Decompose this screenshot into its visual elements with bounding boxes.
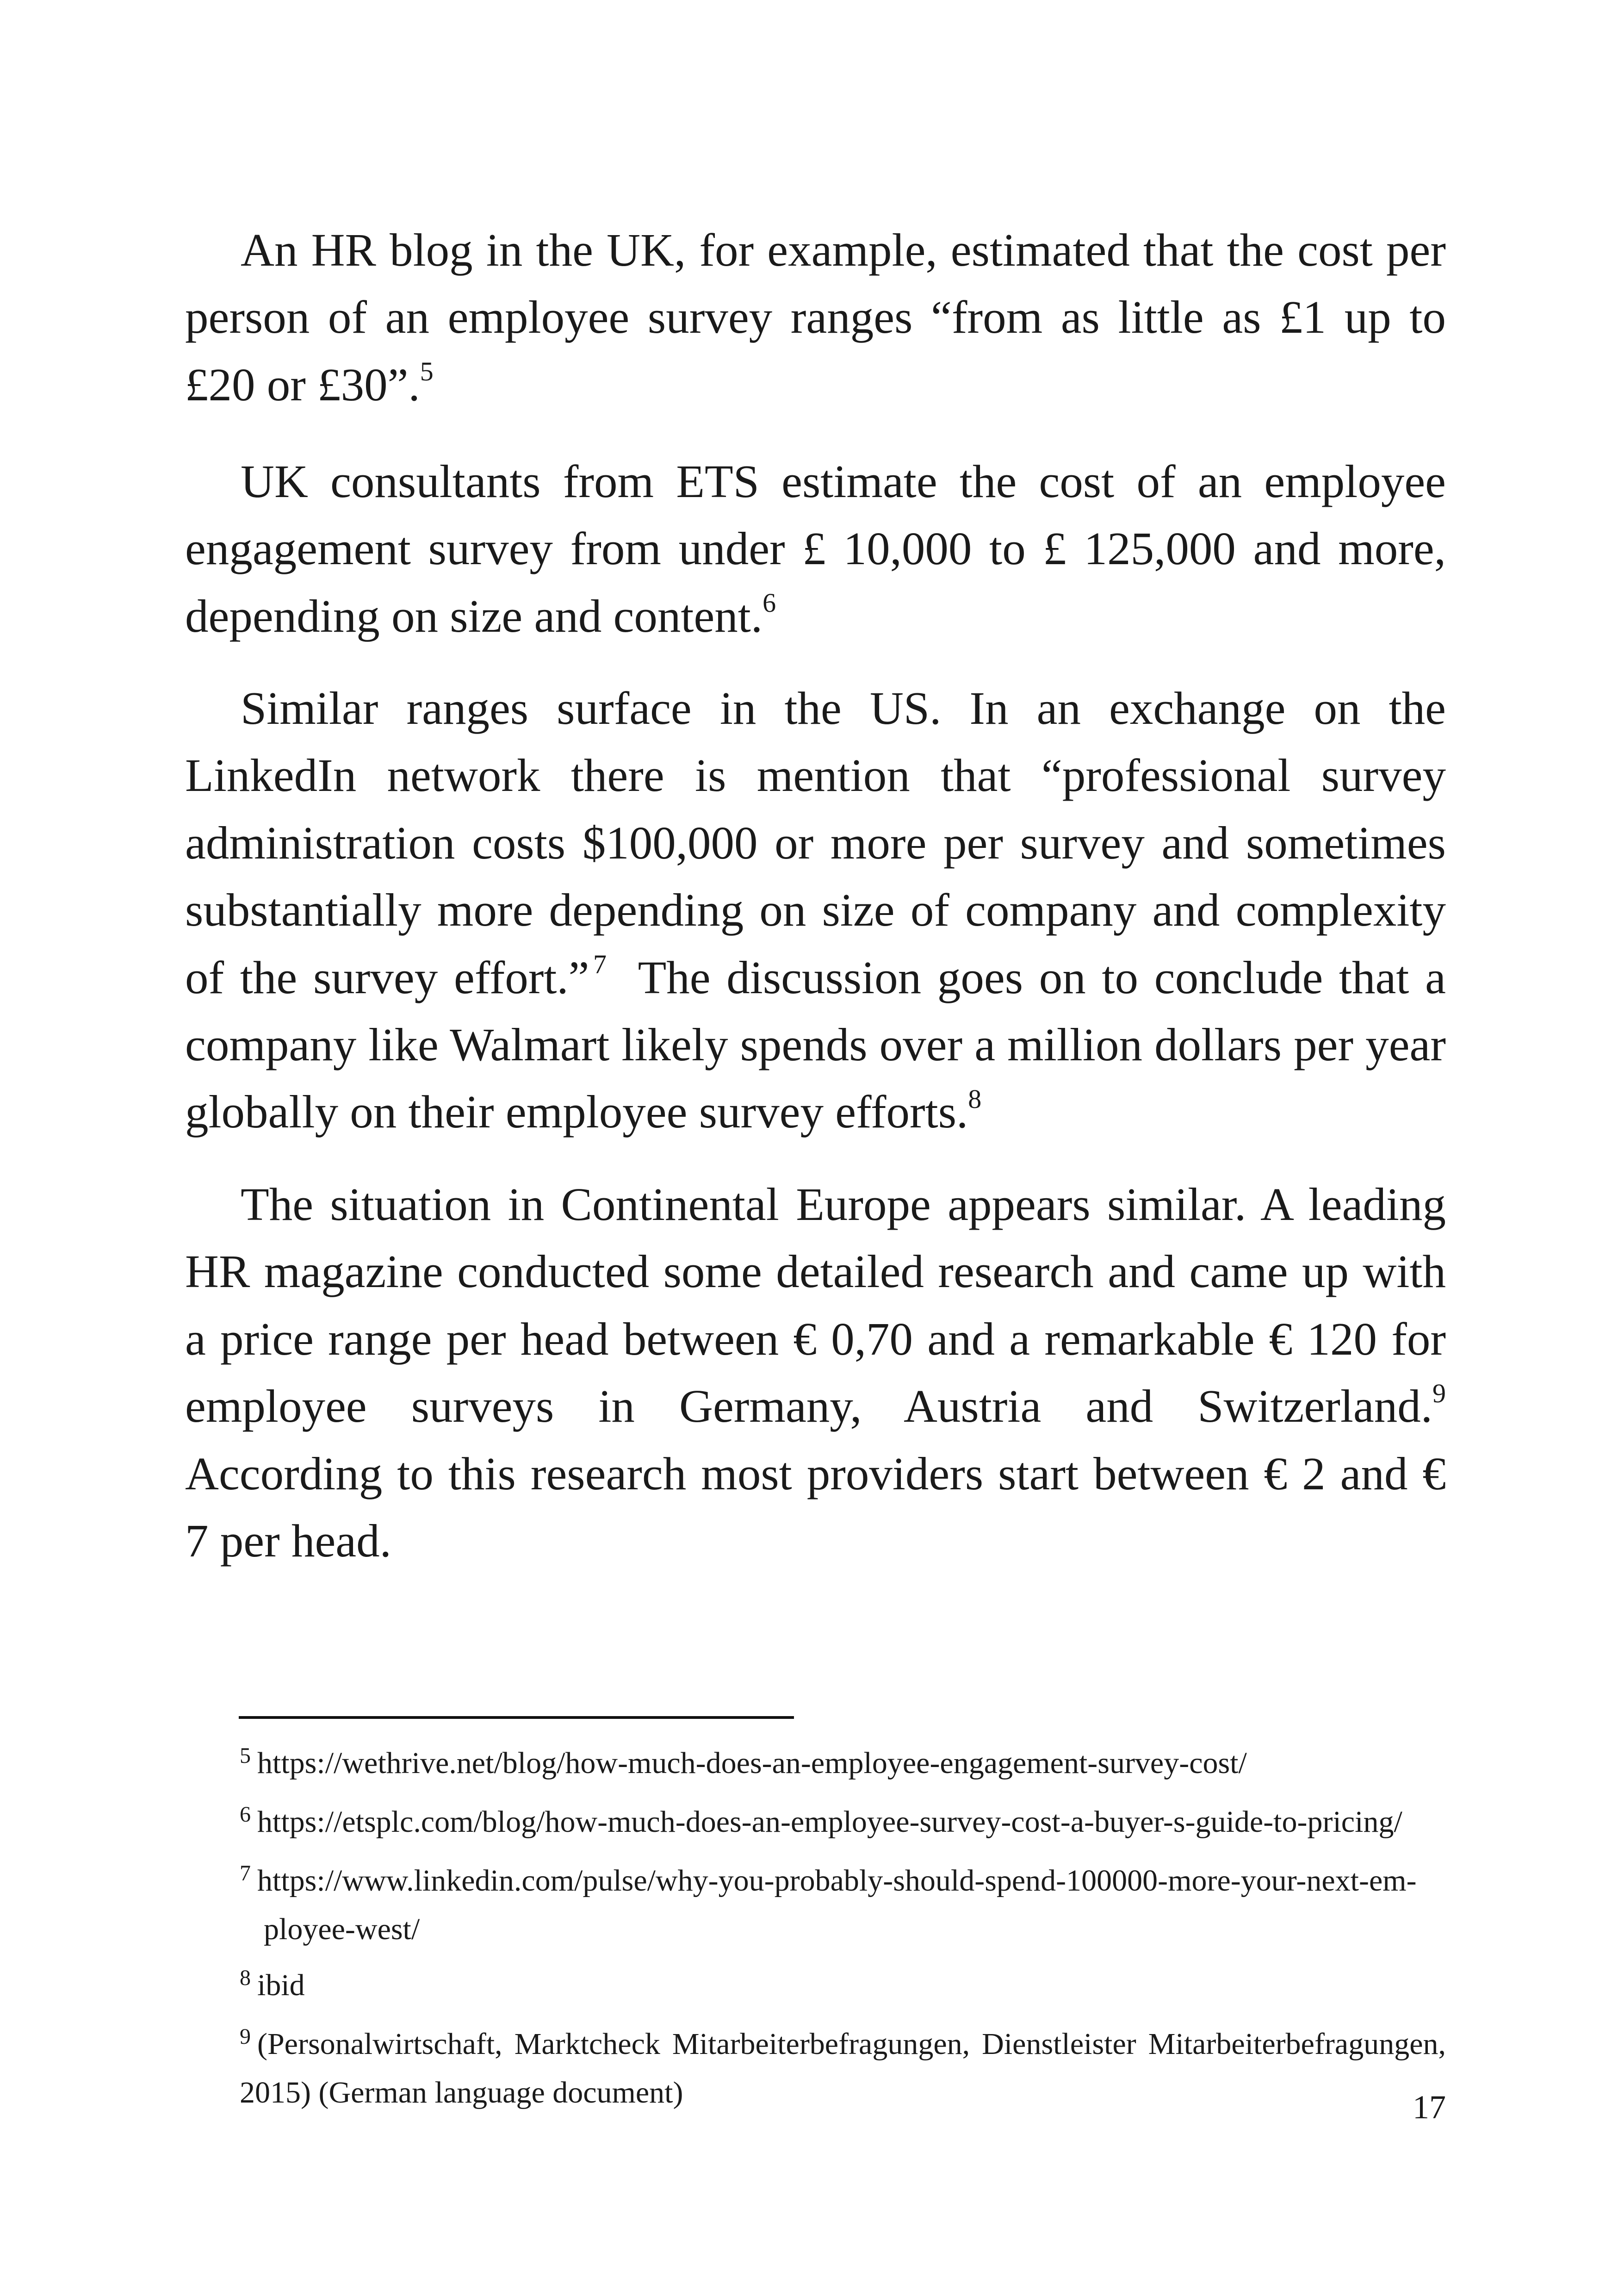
footnote-link[interactable]: https://www.linkedin.com/pulse/why-you-probably-should-spend-100000-more-your-next-em- bbox=[257, 1864, 1417, 1898]
footnote-number: 5 bbox=[240, 1743, 251, 1768]
footnotes-list bbox=[240, 1740, 1446, 2126]
footnote-6 bbox=[240, 1799, 1446, 1848]
paragraph-uk-blog bbox=[185, 217, 1446, 418]
footnote-link[interactable]: https://etsplc.com/blog/how-much-does-an-employee-survey-cost-a-buyer-s-guide-to-pricing/ bbox=[257, 1805, 1402, 1839]
paragraph-text: Similar ranges surface in the US. In an exchange on the LinkedIn network there is mention that “professional survey administration costs $100,000 or more per survey and sometimes substantially more depending on size of company and complexity of the survey effort.” bbox=[185, 682, 1446, 1003]
footnote-5 bbox=[240, 1740, 1446, 1789]
footnote-reference[interactable]: 5 bbox=[420, 356, 434, 387]
footnote-reference[interactable]: 7 bbox=[593, 949, 607, 979]
paragraph-text: According to this research most providers start between € 2 and € 7 per head. bbox=[185, 1447, 1446, 1567]
footnote-text: (Personalwirtschaft, Marktcheck Mitarbeiterbefragungen, Dienstleister Mitarbeiterbefragungen, 2015) (German language document) bbox=[240, 2027, 1446, 2109]
paragraph-text: The situation in Continental Europe appears similar. A leading HR magazine conducted some detailed research and came up with a price range per head between € 0,70 and a remarkable € 120 for employee surveys in Germany, Austria and Switzerland. bbox=[185, 1178, 1446, 1432]
footnote-number: 7 bbox=[240, 1861, 251, 1885]
footnote-number: 9 bbox=[240, 2024, 251, 2049]
footnote-reference[interactable]: 8 bbox=[968, 1083, 982, 1114]
footnote-link-continuation[interactable]: ployee-west/ bbox=[264, 1912, 420, 1946]
paragraph-text: An HR blog in the UK, for example, estimated that the cost per person of an employee survey ranges “from as little as £1 up to £20 or £30”. bbox=[185, 224, 1446, 411]
paragraph-text: The discussion goes on to conclude that a company like Walmart likely spends over a million dollars per year globally on their employee survey efforts. bbox=[185, 951, 1446, 1138]
footnote-8 bbox=[240, 1962, 1446, 2011]
footnote-number: 6 bbox=[240, 1802, 251, 1827]
footnote-7 bbox=[240, 1858, 1446, 1952]
footnote-9 bbox=[240, 2021, 1446, 2116]
page-number: 17 bbox=[1413, 2089, 1446, 2126]
paragraph-ets-consultants bbox=[185, 448, 1446, 650]
footnote-number: 8 bbox=[240, 1966, 251, 1990]
footnote-text: ibid bbox=[257, 1968, 305, 2002]
paragraph-continental-europe bbox=[185, 1171, 1446, 1574]
footnote-reference[interactable]: 6 bbox=[763, 588, 776, 618]
paragraph-text: UK consultants from ETS estimate the cost of an employee engagement survey from under £ 10,000 to £ 125,000 and more, depending on size and content. bbox=[185, 455, 1446, 642]
footnote-separator bbox=[239, 1716, 794, 1719]
footnote-reference[interactable]: 9 bbox=[1432, 1378, 1446, 1408]
paragraph-us-ranges bbox=[185, 675, 1446, 1146]
footnote-link[interactable]: https://wethrive.net/blog/how-much-does-an-employee-engagement-survey-cost/ bbox=[257, 1746, 1247, 1780]
